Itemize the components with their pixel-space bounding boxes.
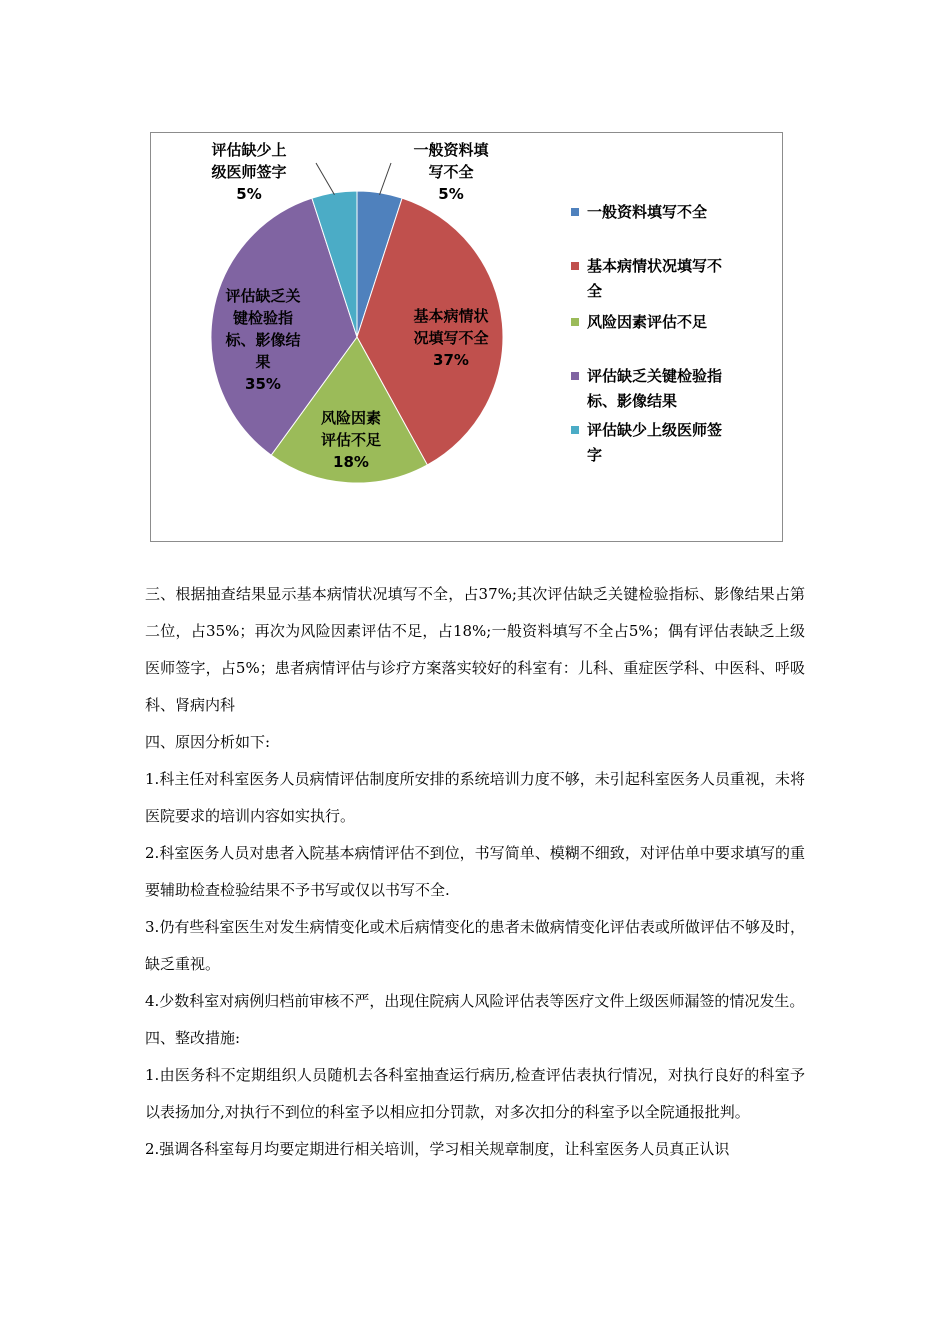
paragraph-cause-4: 4.少数科室对病例归档前审核不严，出现住院病人风险评估表等医疗文件上级医师漏签的情况发生。 bbox=[145, 992, 805, 1010]
paragraph-measure-2: 2.强调各科室每月均要定期进行相关培训，学习相关规章制度，让科室医务人员真正认识 bbox=[145, 1140, 730, 1158]
leader-line-0 bbox=[380, 163, 391, 195]
pie-chart bbox=[151, 133, 784, 543]
legend-swatch-0 bbox=[571, 208, 579, 216]
legend-label-0: 一般资料填写不全 bbox=[587, 203, 708, 221]
legend-label-2: 风险因素评估不足 bbox=[587, 313, 708, 331]
pie-chart-frame bbox=[150, 132, 783, 542]
paragraph-cause-1: 1.科主任对科室医务人员病情评估制度所安排的系统培训力度不够，未引起科室医务人员重视，未将医院要求的培训内容如实执行。 bbox=[145, 770, 805, 825]
paragraph-measure-1: 1.由医务科不定期组织人员随机去各科室抽查运行病历,检查评估表执行情况，对执行良好的科室予以表扬加分,对执行不到位的科室予以相应扣分罚款，对多次扣分的科室予以全院通报批判。 bbox=[145, 1066, 805, 1121]
slice-label-4: 评估缺少上级医师签字 5% bbox=[211, 141, 287, 203]
leader-line-4 bbox=[316, 163, 334, 195]
paragraph-results: 三、根据抽查结果显示基本病情状况填写不全，占37%;其次评估缺乏关键检验指标、影像结果占第二位，占35%；再次为风险因素评估不足，占18%;一般资料填写不全占5%；偶有评估表缺乏上级医师签字，占5%；患者病情评估与诊疗方案落实较好的科室有：儿科、重症医学科、中医科、呼吸科、肾病内科 bbox=[145, 585, 805, 714]
legend-swatch-2 bbox=[571, 318, 579, 326]
slice-label-0: 一般资料填写不全 5% bbox=[413, 141, 489, 203]
paragraph-cause-3: 3.仍有些科室医生对发生病情变化或术后病情变化的患者未做病情变化评估表或所做评估不够及时，缺乏重视。 bbox=[145, 918, 805, 973]
legend-swatch-1 bbox=[571, 262, 579, 270]
legend-label-3: 评估缺乏关键检验指标、影像结果 bbox=[587, 367, 723, 410]
legend-label-1: 基本病情状况填写不全 bbox=[587, 257, 723, 300]
heading-rectification: 四、整改措施: bbox=[145, 1029, 241, 1047]
document-body bbox=[145, 576, 805, 1168]
slice-label-3: 评估缺乏关键检验指标、影像结果 35% bbox=[225, 287, 301, 393]
legend-label-4: 评估缺少上级医师签字 bbox=[587, 421, 723, 464]
heading-cause-analysis: 四、原因分析如下: bbox=[145, 733, 271, 751]
paragraph-cause-2: 2.科室医务人员对患者入院基本病情评估不到位，书写简单、模糊不细致，对评估单中要求填写的重要辅助检查检验结果不予书写或仅以书写不全. bbox=[145, 844, 805, 899]
slice-label-1: 基本病情状况填写不全 37% bbox=[413, 307, 489, 369]
legend-swatch-4 bbox=[571, 426, 579, 434]
legend-swatch-3 bbox=[571, 372, 579, 380]
slice-label-2: 风险因素评估不足 18% bbox=[320, 409, 382, 471]
